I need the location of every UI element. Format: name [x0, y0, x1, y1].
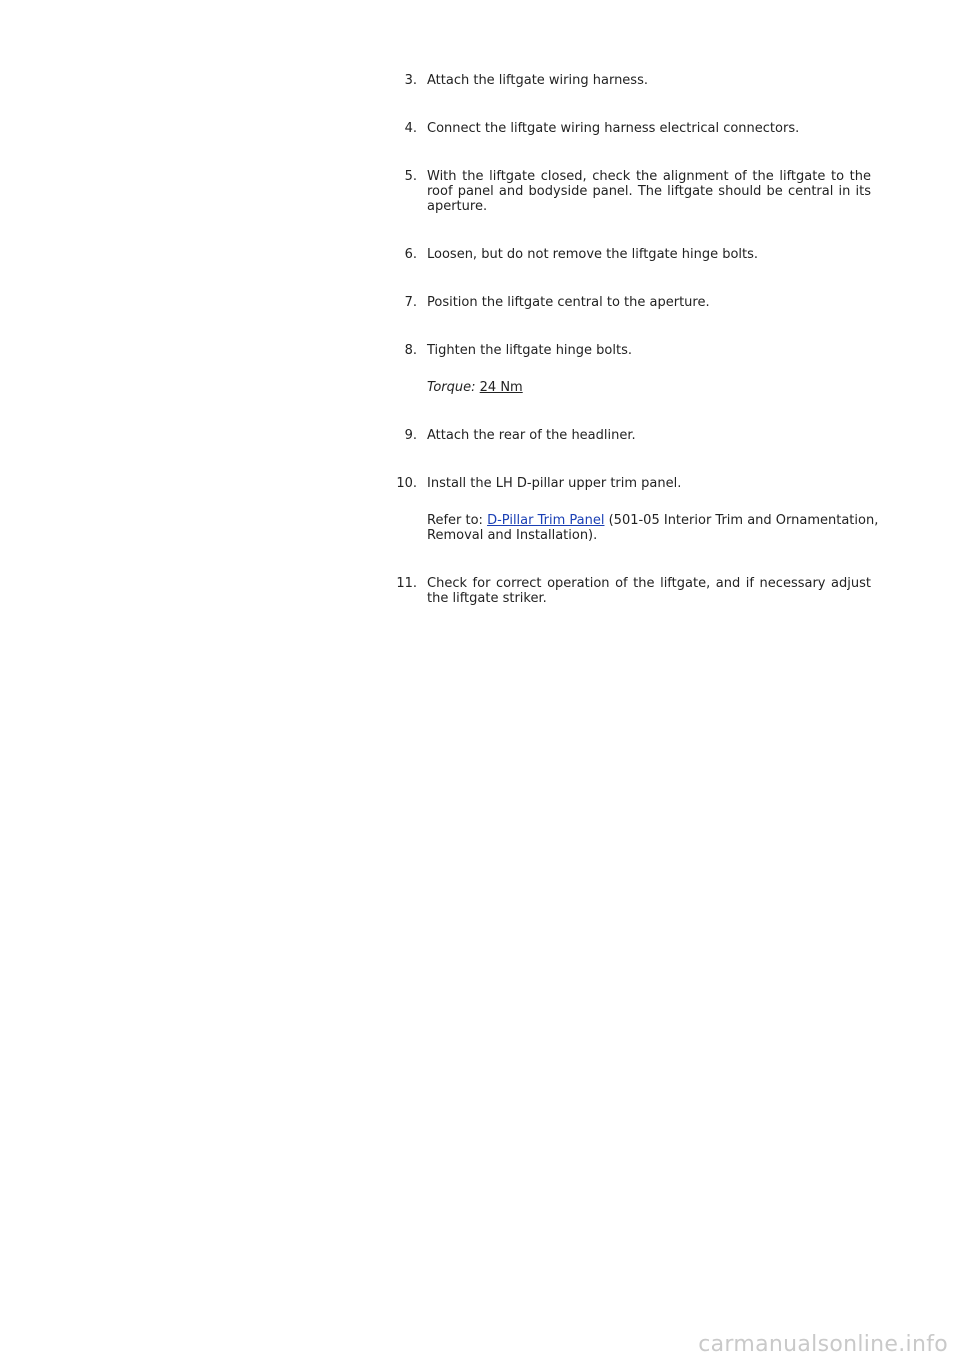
- reference-suffix: (501-05 Interior Trim and Ornamentation, Removal and Installation).: [427, 513, 879, 543]
- step-text: Check for correct operation of the liftgate, and if necessary adjust the liftgate striker.: [427, 576, 871, 606]
- step-number: 10.: [396, 476, 417, 491]
- reference-prefix: Refer to:: [427, 513, 483, 528]
- step-number: 11.: [396, 576, 417, 591]
- step-item: [388, 295, 888, 310]
- torque-value[interactable]: 24 Nm: [479, 380, 523, 395]
- step-item: [388, 576, 888, 606]
- reference: [427, 513, 888, 543]
- step-text: With the liftgate closed, check the alignment of the liftgate to the roof panel and bodyside panel. The liftgate should be central in its aperture.: [427, 169, 871, 214]
- step-item: [388, 121, 888, 136]
- step-item: [388, 343, 888, 395]
- step-item: [388, 73, 888, 88]
- step-number: 7.: [404, 295, 417, 310]
- step-item: [388, 247, 888, 262]
- step-text: Position the liftgate central to the aperture.: [427, 295, 710, 310]
- step-text: Install the LH D-pillar upper trim panel.: [427, 476, 682, 491]
- step-item: [388, 476, 888, 543]
- step-number: 8.: [404, 343, 417, 358]
- torque-spec: [427, 380, 888, 395]
- torque-label: Torque:: [427, 380, 476, 395]
- step-number: 9.: [404, 428, 417, 443]
- procedure-steps: [388, 73, 888, 639]
- step-item: [388, 428, 888, 443]
- step-text: Attach the liftgate wiring harness.: [427, 73, 648, 88]
- step-item: [388, 169, 888, 214]
- step-text: Connect the liftgate wiring harness electrical connectors.: [427, 121, 800, 136]
- step-text: Tighten the liftgate hinge bolts.: [427, 343, 632, 358]
- d-pillar-trim-panel-link[interactable]: D-Pillar Trim Panel: [487, 513, 605, 528]
- step-text: Attach the rear of the headliner.: [427, 428, 636, 443]
- step-number: 6.: [404, 247, 417, 262]
- step-number: 4.: [404, 121, 417, 136]
- watermark: carmanualsonline.info: [698, 1332, 948, 1357]
- step-number: 3.: [404, 73, 417, 88]
- step-text: Loosen, but do not remove the liftgate hinge bolts.: [427, 247, 759, 262]
- step-number: 5.: [404, 169, 417, 184]
